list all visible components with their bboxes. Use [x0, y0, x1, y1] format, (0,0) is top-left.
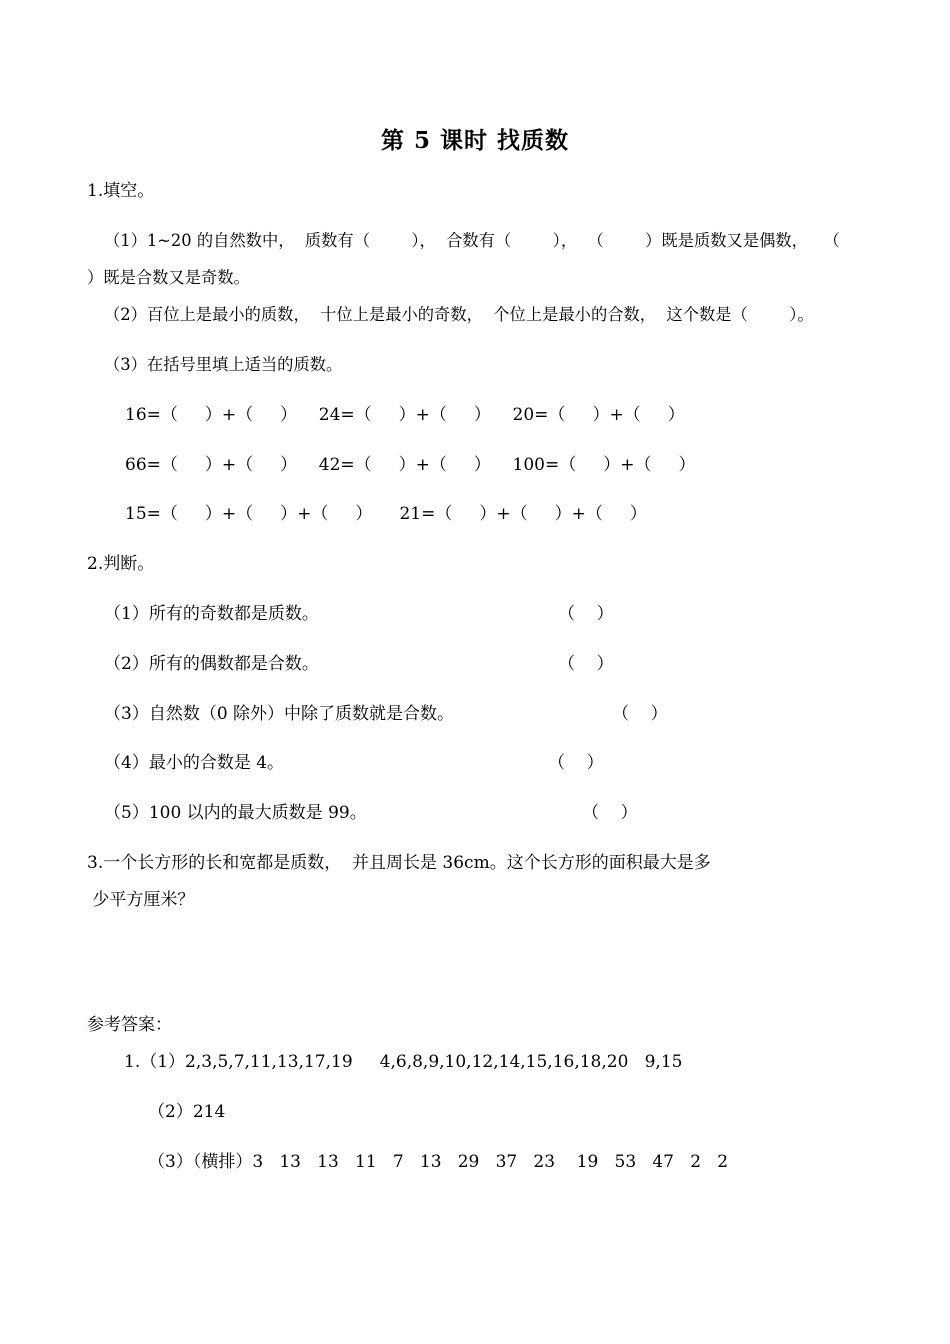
- answer-1-2: （2）214: [148, 1102, 226, 1122]
- question-1-3: （3）在括号里填上适当的质数。: [104, 355, 343, 374]
- judge-item-1: （1）所有的奇数都是质数。: [104, 604, 319, 624]
- answer-1-3: （3）（横排）3 13 13 11 7 13 29 37 23 19 53 47 2 2: [148, 1152, 729, 1172]
- judge-item-2: （2）所有的偶数都是合数。: [104, 654, 319, 674]
- page-title: 第 5 课时 找质数: [380, 127, 570, 154]
- equation-row-3: 15=（ ）+（ ）+（ ） 21=（ ）+（ ）+（ ）: [125, 504, 647, 524]
- section1-heading: 1.填空。: [87, 181, 155, 201]
- equation-row-1: 16=（ ）+（ ） 24=（ ）+（ ） 20=（ ）+（ ）: [125, 405, 685, 425]
- judge-answer-box-2: （ ）: [558, 654, 614, 674]
- question-1-1-line2: ）既是合数又是奇数。: [87, 268, 250, 287]
- answers-heading: 参考答案：: [87, 1015, 172, 1035]
- question-1-2: （2）百位上是最小的质数， 十位上是最小的奇数， 个位上是最小的合数， 这个数是（ ）。: [104, 305, 814, 324]
- judge-answer-box-3: （ ）: [612, 704, 668, 724]
- judge-item-5: （5）100 以内的最大质数是 99。: [104, 803, 367, 823]
- judge-item-4: （4）最小的合数是 4。: [104, 753, 285, 773]
- section3-line2: 少平方厘米？: [87, 890, 195, 910]
- section2-heading: 2.判断。: [87, 554, 155, 574]
- section3-line1: 3.一个长方形的长和宽都是质数， 并且周长是 36cm。这个长方形的面积最大是多: [87, 853, 711, 873]
- answer-1-1: 1.（1）2,3,5,7,11,13,17,19 4,6,8,9,10,12,14,15,16,18,20 9,15: [124, 1052, 683, 1072]
- judge-answer-box-5: （ ）: [582, 803, 638, 823]
- equation-row-2: 66=（ ）+（ ） 42=（ ）+（ ） 100=（ ）+（ ）: [125, 455, 696, 475]
- judge-answer-box-1: （ ）: [558, 604, 614, 624]
- question-1-1-line1: （1）1~20 的自然数中， 质数有（ ）， 合数有（ ）， （ ）既是质数又是偶数， （: [104, 231, 840, 250]
- judge-item-3: （3）自然数（0 除外）中除了质数就是合数。: [104, 704, 455, 724]
- judge-answer-box-4: （ ）: [548, 753, 604, 773]
